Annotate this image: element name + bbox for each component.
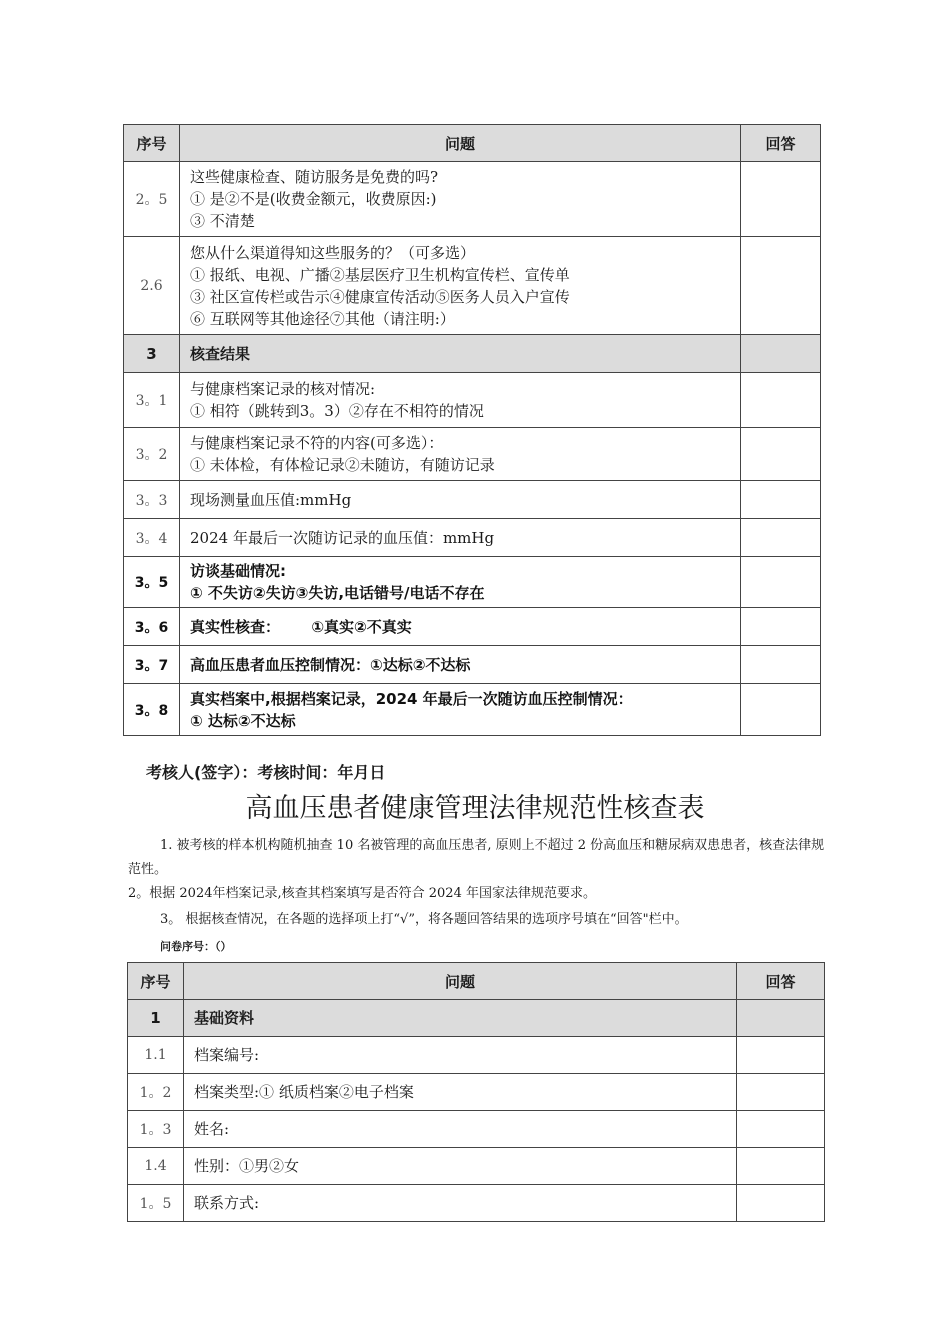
answer-cell[interactable] (741, 608, 821, 646)
answer-cell[interactable] (737, 1185, 825, 1222)
row-number: 3。5 (124, 557, 180, 608)
section-title: 基础资料 (184, 1000, 737, 1037)
row-number: 1。2 (128, 1074, 184, 1111)
check-table-2 (127, 962, 825, 1222)
table-row (128, 1185, 825, 1222)
table-row (128, 1037, 825, 1074)
header-question: 问题 (180, 125, 741, 162)
header-seq: 序号 (128, 963, 184, 1000)
table-header-row (128, 963, 825, 1000)
check-table-1 (123, 124, 821, 736)
question-cell (180, 684, 741, 736)
question-cell: 现场测量血压值:mmHg (180, 481, 741, 519)
answer-cell[interactable] (737, 1148, 825, 1185)
row-number: 3。8 (124, 684, 180, 736)
answer-cell[interactable] (737, 1074, 825, 1111)
question-cell: 联系方式: (184, 1185, 737, 1222)
row-number: 3。7 (124, 646, 180, 684)
answer-cell[interactable] (741, 646, 821, 684)
row-number: 3。2 (124, 428, 180, 481)
row-number: 1.1 (128, 1037, 184, 1074)
row-number: 1 (128, 1000, 184, 1037)
answer-cell (737, 1000, 825, 1037)
row-number: 2.6 (124, 237, 180, 335)
table-row (124, 557, 821, 608)
row-number: 2。5 (124, 162, 180, 237)
question-line: ① 报纸、电视、广播②基层医疗卫生机构宣传栏、宣传单 (190, 265, 570, 284)
answer-cell[interactable] (741, 519, 821, 557)
question-cell (180, 373, 741, 428)
answer-cell[interactable] (741, 428, 821, 481)
answer-cell[interactable] (741, 162, 821, 237)
question-line: ③ 不清楚 (190, 212, 255, 230)
row-number: 3。3 (124, 481, 180, 519)
question-cell: 2024 年最后一次随访记录的血压值：mmHg (180, 519, 741, 557)
table-row (124, 481, 821, 519)
question-line: ③ 社区宣传栏或告示④健康宣传活动⑤医务人员入户宣传 (190, 287, 570, 306)
answer-cell[interactable] (741, 557, 821, 608)
row-number: 1。5 (128, 1185, 184, 1222)
table-row (124, 373, 821, 428)
row-number: 1.4 (128, 1148, 184, 1185)
question-line: ① 相符（跳转到3。3）②存在不相符的情况 (190, 402, 484, 420)
question-cell: 档案编号: (184, 1037, 737, 1074)
question-cell (180, 557, 741, 608)
question-line: 真实档案中,根据档案记录，2024 年最后一次随访血压控制情况： (190, 689, 633, 708)
question-line: ⑥ 互联网等其他途径⑦其他（请注明:） (190, 309, 455, 328)
instruction-1: 1. 被考核的样本机构随机抽查 10 名被管理的高血压患者, 原则上不超过 2 份高血压和糖尿病双患患者，核查法律规范性。 (128, 838, 825, 877)
question-line: ① 是②不是(收费金额元，收费原因:) (190, 190, 437, 208)
table-row (128, 1074, 825, 1111)
table-row (124, 684, 821, 736)
row-number: 1。3 (128, 1111, 184, 1148)
table-row (124, 519, 821, 557)
question-cell: 真实性核查： ①真实②不真实 (180, 608, 741, 646)
question-cell: 姓名: (184, 1111, 737, 1148)
instruction-2: 2。根据 2024年档案记录,核查其档案填写是否符合 2024 年国家法律规范要求。 (128, 886, 596, 901)
question-line: 与健康档案记录的核对情况: (190, 380, 376, 398)
answer-cell[interactable] (741, 373, 821, 428)
header-answer: 回答 (737, 963, 825, 1000)
answer-cell (741, 335, 821, 373)
table-row (124, 428, 821, 481)
row-number: 3。1 (124, 373, 180, 428)
row-number: 3 (124, 335, 180, 373)
section-row (124, 335, 821, 373)
question-cell (180, 237, 741, 335)
question-cell (180, 428, 741, 481)
row-number: 3。4 (124, 519, 180, 557)
section-title: 核查结果 (180, 335, 741, 373)
header-question: 问题 (184, 963, 737, 1000)
question-line: 这些健康检查、随访服务是免费的吗? (190, 168, 439, 186)
table-row (124, 608, 821, 646)
question-line: 您从什么渠道得知这些服务的？（可多选） (190, 243, 476, 262)
question-cell: 高血压患者血压控制情况：①达标②不达标 (180, 646, 741, 684)
table-row (124, 162, 821, 237)
header-answer: 回答 (741, 125, 821, 162)
instruction-3: 3。 根据核查情况，在各题的选择项上打“√”，将各题回答结果的选项序号填在“回答"栏中。 (160, 912, 688, 927)
question-line: 访谈基础情况: (190, 562, 286, 580)
question-line: ① 不失访②失访③失访,电话错号/电话不存在 (190, 584, 485, 602)
question-line: ① 未体检，有体检记录②未随访，有随访记录 (190, 456, 495, 474)
question-line: 与健康档案记录不符的内容(可多选）： (190, 434, 444, 452)
table-row (128, 1111, 825, 1148)
question-cell: 档案类型:① 纸质档案②电子档案 (184, 1074, 737, 1111)
answer-cell[interactable] (737, 1037, 825, 1074)
row-number: 3。6 (124, 608, 180, 646)
page-title: 高血压患者健康管理法律规范性核查表 (245, 793, 705, 824)
question-cell (180, 162, 741, 237)
questionnaire-number: 问卷序号：（） (160, 940, 232, 953)
answer-cell[interactable] (741, 684, 821, 736)
table-row (124, 646, 821, 684)
signature-line: 考核人(签字）：考核时间：年月日 (146, 763, 386, 782)
answer-cell[interactable] (741, 481, 821, 519)
section-row (128, 1000, 825, 1037)
header-seq: 序号 (124, 125, 180, 162)
table-header-row (124, 125, 821, 162)
table-row (124, 237, 821, 335)
question-line: ① 达标②不达标 (190, 711, 296, 730)
table-row (128, 1148, 825, 1185)
answer-cell[interactable] (741, 237, 821, 335)
question-cell: 性别：①男②女 (184, 1148, 737, 1185)
answer-cell[interactable] (737, 1111, 825, 1148)
